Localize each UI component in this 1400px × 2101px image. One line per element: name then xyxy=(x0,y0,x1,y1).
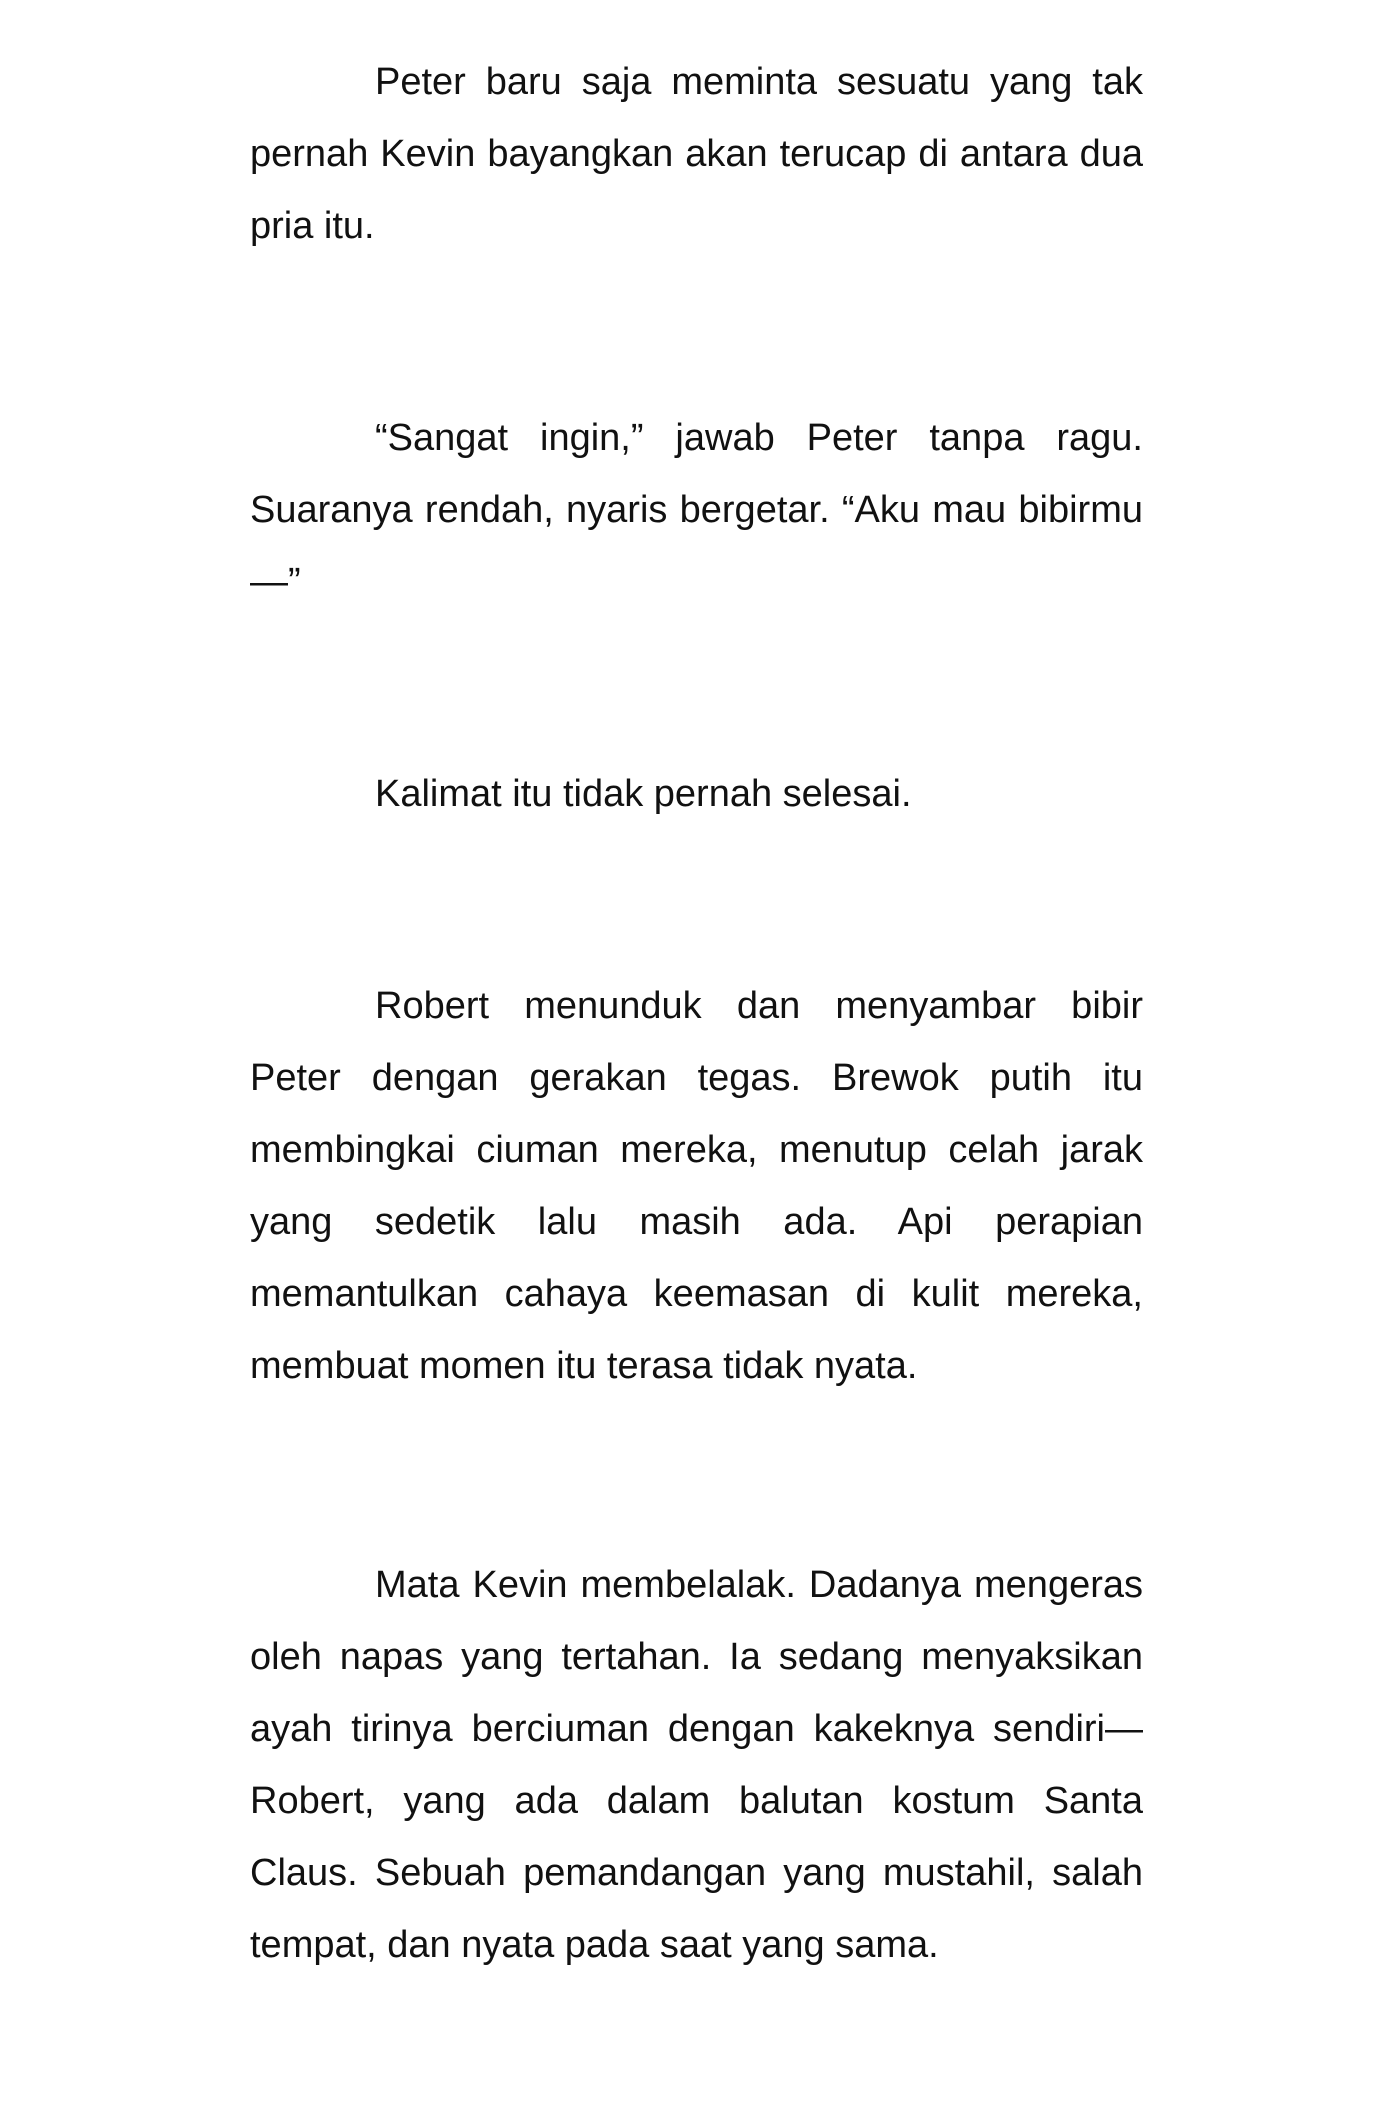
paragraph-5: Mata Kevin membelalak. Dadanya mengeras oleh napas yang tertahan. Ia sedang menyaksikan ayah tirinya berciuman dengan kakeknya sendiri—Robert, yang ada dalam balutan kostum Santa Claus. Sebuah pemandangan yang mustahil, salah tempat, dan nyata pada saat yang sama. xyxy=(250,1564,1143,1966)
paragraph-1: Peter baru saja meminta sesuatu yang tak pernah Kevin bayangkan akan terucap di antara dua pria itu. xyxy=(250,61,1143,247)
document-page xyxy=(250,0,1143,2101)
paragraph-2: “Sangat ingin,” jawab Peter tanpa ragu. Suaranya rendah, nyaris bergetar. “Aku mau bibirmu—” xyxy=(250,417,1143,603)
paragraph-4: Robert menunduk dan menyambar bibir Peter dengan gerakan tegas. Brewok putih itu membingkai ciuman mereka, menutup celah jarak yang sedetik lalu masih ada. Api perapian memantulkan cahaya keemasan di kulit mereka, membuat momen itu terasa tidak nyata. xyxy=(250,985,1143,1387)
paragraph-3: Kalimat itu tidak pernah selesai. xyxy=(375,773,912,815)
